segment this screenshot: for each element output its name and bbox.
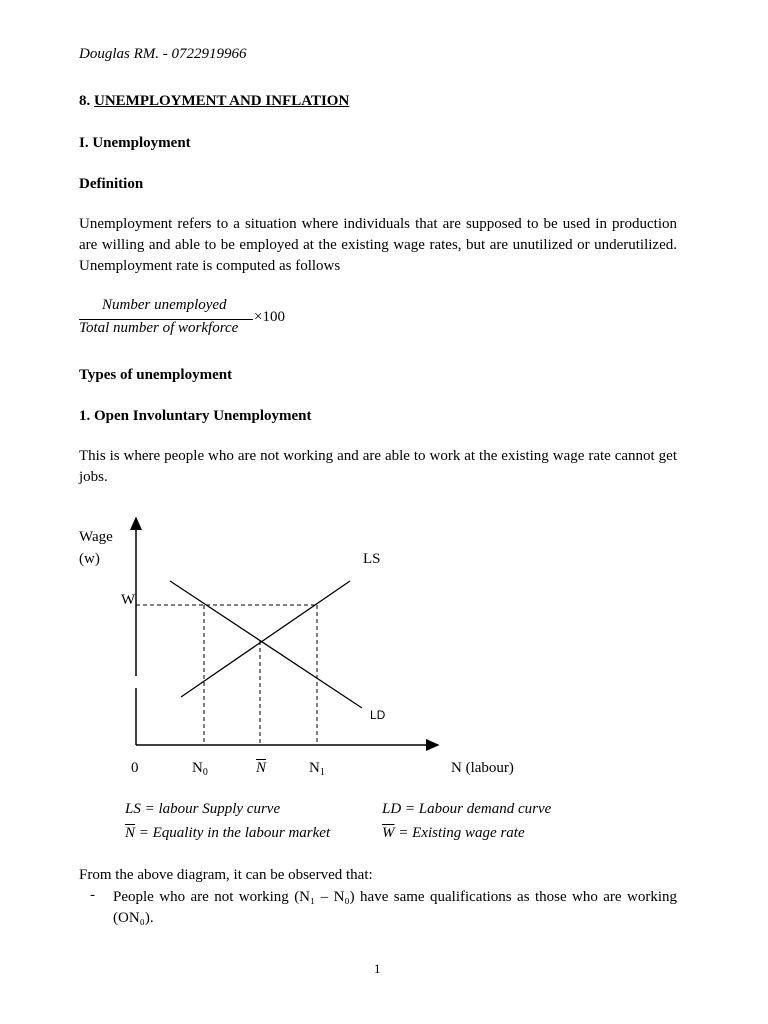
origin-label: 0 xyxy=(131,760,139,776)
chapter-number: 8. xyxy=(79,93,91,109)
legend-nbar xyxy=(125,825,330,842)
y-axis-label: Wage xyxy=(79,529,113,545)
section-title: I. Unemployment xyxy=(79,135,191,151)
bullet-dash: - xyxy=(90,887,95,903)
observation-bullet-1: People who are not working (N₁ – N₀) have same qualifications as those who are working (ON₀). xyxy=(113,889,677,926)
chapter-title-text: UNEMPLOYMENT AND INFLATION xyxy=(94,93,350,109)
legend-wbar xyxy=(382,825,525,842)
nbar-label: $\overline{N}$ xyxy=(256,760,267,776)
formula-numerator: Number unemployed xyxy=(102,297,227,313)
legend-ls: LS = labour Supply curve xyxy=(125,801,281,817)
ld-label: LD xyxy=(370,708,386,722)
formula-multiplier: ×100 xyxy=(254,309,285,325)
type1-heading: 1. Open Involuntary Unemployment xyxy=(79,408,312,424)
n0-sub: 0 xyxy=(202,767,208,778)
ls-curve xyxy=(181,581,350,697)
ld-curve xyxy=(170,581,362,708)
w-label: W xyxy=(121,592,136,608)
legend-ld: LD = Labour demand curve xyxy=(382,801,552,817)
x-axis-label: N (labour) xyxy=(451,760,514,776)
definition-paragraph: Unemployment refers to a situation where individuals that are supposed to be used in production are willing and able to be employed at the existing wage rates, but are unutilized or underutilized. Unemployment rate is computed as follows xyxy=(79,216,677,274)
legend-nbar-text: = Equality in the labour market xyxy=(135,825,331,841)
legend-wbar-text: = Existing wage rate xyxy=(394,825,525,841)
y-axis-unit: (w) xyxy=(79,551,100,567)
legend-wbar-symbol: $\overline{W}$ xyxy=(382,825,395,841)
n0-base: N xyxy=(192,760,203,776)
type1-paragraph: This is where people who are not working and are able to work at the existing wage rate cannot get jobs. xyxy=(79,448,677,485)
legend-nbar-symbol: $\overline{N}$ xyxy=(125,825,136,841)
n0-label xyxy=(192,760,208,778)
document-header: Douglas RM. - 0722919966 xyxy=(79,46,247,62)
observation-intro: From the above diagram, it can be observed that: xyxy=(79,867,373,883)
definition-heading: Definition xyxy=(79,176,144,192)
formula-denominator: Total number of workforce xyxy=(79,320,239,336)
types-heading: Types of unemployment xyxy=(79,367,233,383)
n1-base: N xyxy=(309,760,320,776)
n1-sub: 1 xyxy=(319,767,325,778)
page-number: 1 xyxy=(374,961,381,976)
n1-label xyxy=(309,760,325,778)
ls-label: LS xyxy=(363,551,381,567)
